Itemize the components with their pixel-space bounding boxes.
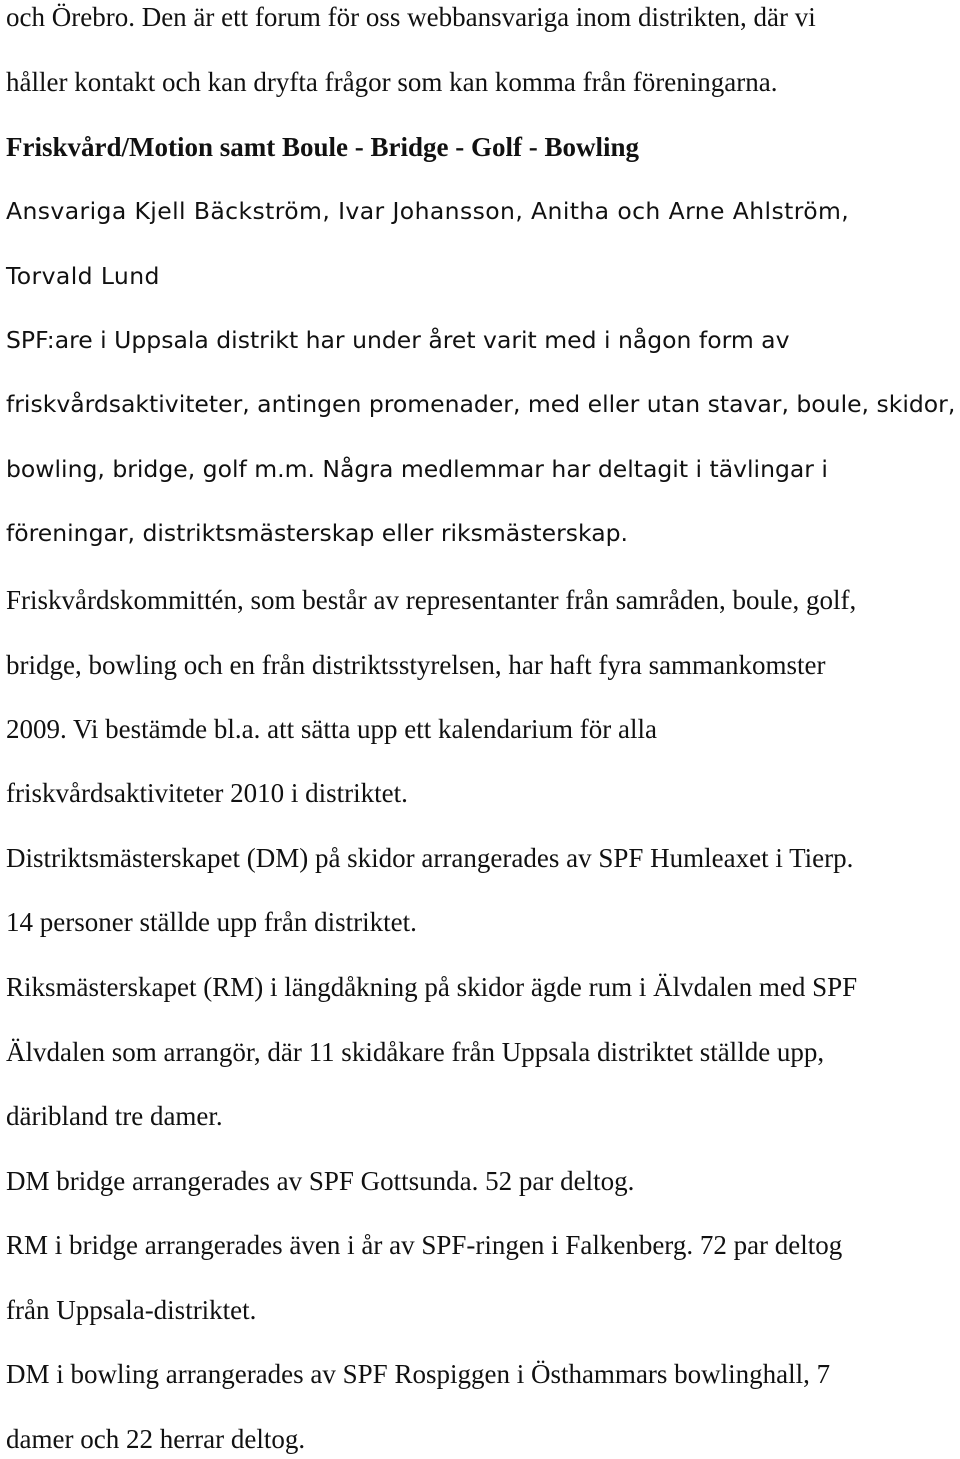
p2-line-2: bridge, bowling och en från distriktsstyrelsen, har haft fyra sammankomster bbox=[6, 650, 826, 680]
p1-line-4: föreningar, distriktsmästerskap eller riksmästerskap. bbox=[6, 519, 628, 547]
p1-line-1: SPF:are i Uppsala distrikt har under året varit med i någon form av bbox=[6, 326, 790, 354]
p3-line-2: 14 personer ställde upp från distriktet. bbox=[6, 907, 417, 937]
p2-line-4: friskvårdsaktiviteter 2010 i distriktet. bbox=[6, 778, 408, 808]
p4-line-3: däribland tre damer. bbox=[6, 1101, 223, 1131]
p6-line-2: från Uppsala-distriktet. bbox=[6, 1295, 257, 1325]
p6-line-1: RM i bridge arrangerades även i år av SPF-ringen i Falkenberg. 72 par deltog bbox=[6, 1230, 843, 1260]
p2-line-3: 2009. Vi bestämde bl.a. att sätta upp ett kalendarium för alla bbox=[6, 714, 657, 744]
section-heading: Friskvård/Motion samt Boule - Bridge - Golf - Bowling bbox=[6, 132, 639, 162]
p3-line-1: Distriktsmästerskapet (DM) på skidor arrangerades av SPF Humleaxet i Tierp. bbox=[6, 843, 854, 873]
p2-line-1: Friskvårdskommittén, som består av representanter från samråden, boule, golf, bbox=[6, 585, 857, 615]
p1-line-3: bowling, bridge, golf m.m. Några medlemmar har deltagit i tävlingar i bbox=[6, 455, 828, 483]
intro-line-1: och Örebro. Den är ett forum för oss webbansvariga inom distrikten, där vi bbox=[6, 2, 816, 32]
p5-line-1: DM bridge arrangerades av SPF Gottsunda. 52 par deltog. bbox=[6, 1166, 635, 1196]
p7-line-1: DM i bowling arrangerades av SPF Rospiggen i Östhammars bowlinghall, 7 bbox=[6, 1359, 831, 1389]
intro-line-2: håller kontakt och kan dryfta frågor som kan komma från föreningarna. bbox=[6, 67, 778, 97]
responsible-line-1: Ansvariga Kjell Bäckström, Ivar Johansson, Anitha och Arne Ahlström, bbox=[6, 197, 850, 225]
p4-line-2: Älvdalen som arrangör, där 11 skidåkare från Uppsala distriktet ställde upp, bbox=[6, 1037, 825, 1067]
p1-line-2: friskvårdsaktiviteter, antingen promenader, med eller utan stavar, boule, skidor, bbox=[6, 390, 956, 418]
p4-line-1: Riksmästerskapet (RM) i längdåkning på skidor ägde rum i Älvdalen med SPF bbox=[6, 972, 858, 1002]
responsible-line-2: Torvald Lund bbox=[6, 262, 160, 290]
p7-line-2: damer och 22 herrar deltog. bbox=[6, 1424, 306, 1454]
